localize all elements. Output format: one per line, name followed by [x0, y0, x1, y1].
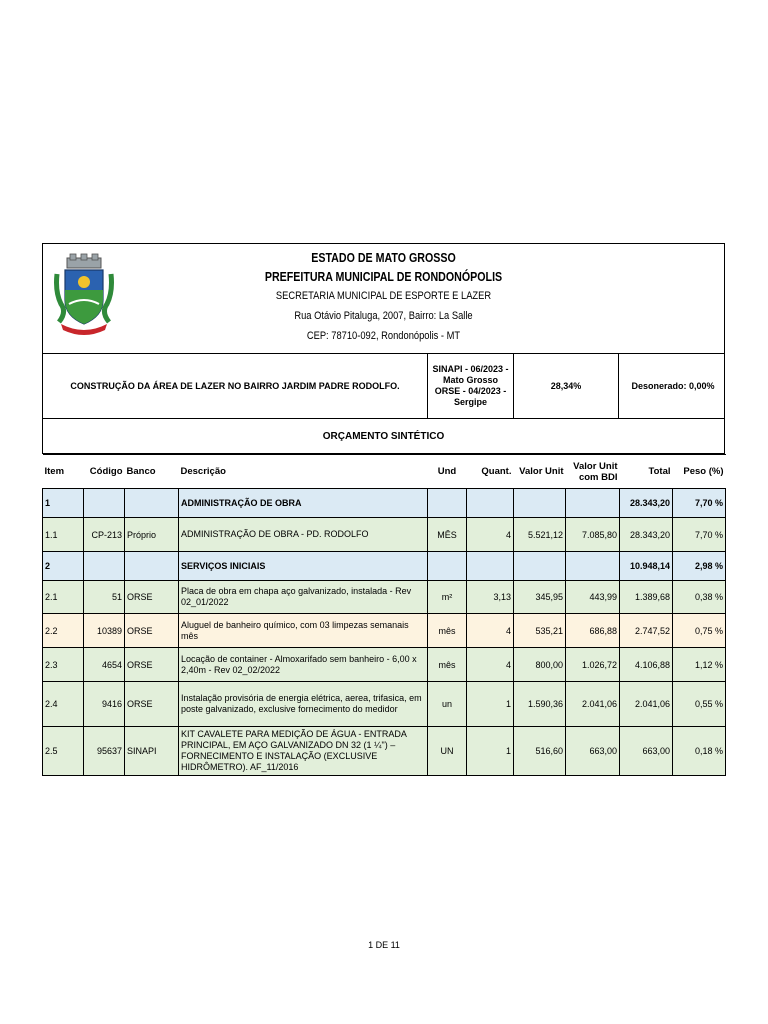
bdi-value: 28,34% [513, 354, 618, 418]
row-item: 1.1 [43, 518, 84, 552]
row-item: 2 [43, 552, 84, 581]
row-peso: 7,70 % [673, 518, 726, 552]
row-quant: 3,13 [467, 581, 514, 614]
row-codigo: 9416 [84, 682, 125, 727]
row-descricao: ADMINISTRAÇÃO DE OBRA [179, 489, 428, 518]
row-peso: 0,38 % [673, 581, 726, 614]
row-codigo: 51 [84, 581, 125, 614]
row-total: 4.106,88 [620, 648, 673, 682]
table-row [43, 518, 726, 552]
document-header [42, 243, 725, 354]
col-quant: Quant. [467, 455, 514, 489]
reference-tables [427, 354, 513, 418]
col-peso: Peso (%) [673, 455, 726, 489]
row-und: mês [428, 614, 467, 648]
row-valor-unit: 1.590,36 [514, 682, 566, 727]
row-valor-unit-bdi: 686,88 [566, 614, 620, 648]
row-codigo: 10389 [84, 614, 125, 648]
col-codigo: Código [84, 455, 125, 489]
city-hall-name: PREFEITURA MUNICIPAL DE RONDONÓPOLIS [264, 269, 503, 284]
row-banco: ORSE [125, 682, 179, 727]
col-descricao: Descrição [179, 455, 428, 489]
row-quant: 4 [467, 614, 514, 648]
secretariat-name: SECRETARIA MUNICIPAL DE ESPORTE E LAZER [275, 290, 492, 302]
row-descricao: Placa de obra em chapa aço galvanizado, instalada - Rev 02_01/2022 [179, 581, 428, 614]
row-valor-unit-bdi [566, 489, 620, 518]
row-peso: 2,98 % [673, 552, 726, 581]
table-row [43, 581, 726, 614]
row-total: 663,00 [620, 727, 673, 776]
row-banco [125, 552, 179, 581]
table-row [43, 682, 726, 727]
row-codigo [84, 552, 125, 581]
row-und [428, 489, 467, 518]
col-banco: Banco [125, 455, 179, 489]
row-item: 2.3 [43, 648, 84, 682]
row-banco: ORSE [125, 581, 179, 614]
row-peso: 0,55 % [673, 682, 726, 727]
row-banco: ORSE [125, 648, 179, 682]
row-valor-unit-bdi: 443,99 [566, 581, 620, 614]
row-valor-unit: 345,95 [514, 581, 566, 614]
row-valor-unit: 516,60 [514, 727, 566, 776]
row-total: 2.041,06 [620, 682, 673, 727]
row-item: 2.2 [43, 614, 84, 648]
row-total: 2.747,52 [620, 614, 673, 648]
budget-table [42, 454, 726, 776]
row-valor-unit-bdi: 7.085,80 [566, 518, 620, 552]
row-valor-unit: 800,00 [514, 648, 566, 682]
row-valor-unit [514, 489, 566, 518]
row-descricao: Instalação provisória de energia elétrica, aerea, trifasica, em poste galvanizado, exclusive fornecimento do medidor [179, 682, 428, 727]
table-row [43, 727, 726, 776]
page-number: 1 DE 11 [368, 940, 400, 950]
row-valor-unit-bdi: 663,00 [566, 727, 620, 776]
col-item: Item [43, 455, 84, 489]
row-und: UN [428, 727, 467, 776]
row-total: 28.343,20 [620, 489, 673, 518]
col-und: Und [428, 455, 467, 489]
col-total: Total [620, 455, 673, 489]
state-name: ESTADO DE MATO GROSSO [311, 250, 456, 265]
row-peso: 7,70 % [673, 489, 726, 518]
row-descricao: Aluguel de banheiro químico, com 03 limpezas semanais mês [179, 614, 428, 648]
project-name: CONSTRUÇÃO DA ÁREA DE LAZER NO BAIRRO JARDIM PADRE RODOLFO. [70, 381, 400, 391]
table-header-row [43, 455, 726, 489]
row-valor-unit: 535,21 [514, 614, 566, 648]
row-total: 1.389,68 [620, 581, 673, 614]
row-descricao: KIT CAVALETE PARA MEDIÇÃO DE ÁGUA - ENTRADA PRINCIPAL, EM AÇO GALVANIZADO DN 32 (1 ¼") – FORNECIMENTO E INSTALAÇÃO (EXCLUSIVE HIDRÔMETRO). AF_11/2016 [179, 727, 428, 776]
row-total: 10.948,14 [620, 552, 673, 581]
reference-sinapi: SINAPI - 06/2023 - Mato Grosso [432, 364, 509, 385]
cep: CEP: 78710-092, Rondonópolis - MT [306, 330, 461, 342]
address: Rua Otávio Pitaluga, 2007, Bairro: La Salle [294, 310, 473, 322]
row-item: 1 [43, 489, 84, 518]
row-peso: 0,75 % [673, 614, 726, 648]
col-valor-unit-bdi: Valor Unit com BDI [566, 455, 620, 489]
row-peso: 1,12 % [673, 648, 726, 682]
row-und: MÊS [428, 518, 467, 552]
row-peso: 0,18 % [673, 727, 726, 776]
row-und: un [428, 682, 467, 727]
row-valor-unit-bdi: 1.026,72 [566, 648, 620, 682]
row-valor-unit-bdi: 2.041,06 [566, 682, 620, 727]
row-codigo: 4654 [84, 648, 125, 682]
budget-title: ORÇAMENTO SINTÉTICO [42, 419, 725, 454]
row-und: m² [428, 581, 467, 614]
row-banco: SINAPI [125, 727, 179, 776]
row-item: 2.1 [43, 581, 84, 614]
row-quant: 1 [467, 682, 514, 727]
row-banco: Próprio [125, 518, 179, 552]
row-quant: 4 [467, 648, 514, 682]
row-descricao: SERVIÇOS INICIAIS [179, 552, 428, 581]
row-quant: 1 [467, 727, 514, 776]
reference-orse: ORSE - 04/2023 - Sergipe [434, 386, 507, 407]
budget-sheet [42, 243, 725, 776]
row-total: 28.343,20 [620, 518, 673, 552]
row-valor-unit-bdi [566, 552, 620, 581]
row-banco: ORSE [125, 614, 179, 648]
table-row [43, 489, 726, 518]
row-codigo [84, 489, 125, 518]
row-quant [467, 489, 514, 518]
row-descricao: Locação de container - Almoxarifado sem banheiro - 6,00 x 2,40m - Rev 02_02/2022 [179, 648, 428, 682]
table-row [43, 648, 726, 682]
row-descricao: ADMINISTRAÇÃO DE OBRA - PD. RODOLFO [179, 518, 428, 552]
row-quant [467, 552, 514, 581]
row-codigo: 95637 [84, 727, 125, 776]
row-valor-unit: 5.521,12 [514, 518, 566, 552]
row-und [428, 552, 467, 581]
table-row [43, 614, 726, 648]
row-item: 2.4 [43, 682, 84, 727]
desonerado-value: Desonerado: 0,00% [618, 354, 727, 418]
row-banco [125, 489, 179, 518]
row-codigo: CP-213 [84, 518, 125, 552]
table-row [43, 552, 726, 581]
row-quant: 4 [467, 518, 514, 552]
row-und: mês [428, 648, 467, 682]
row-valor-unit [514, 552, 566, 581]
col-valor-unit: Valor Unit [514, 455, 566, 489]
project-info-row [42, 354, 725, 419]
row-item: 2.5 [43, 727, 84, 776]
